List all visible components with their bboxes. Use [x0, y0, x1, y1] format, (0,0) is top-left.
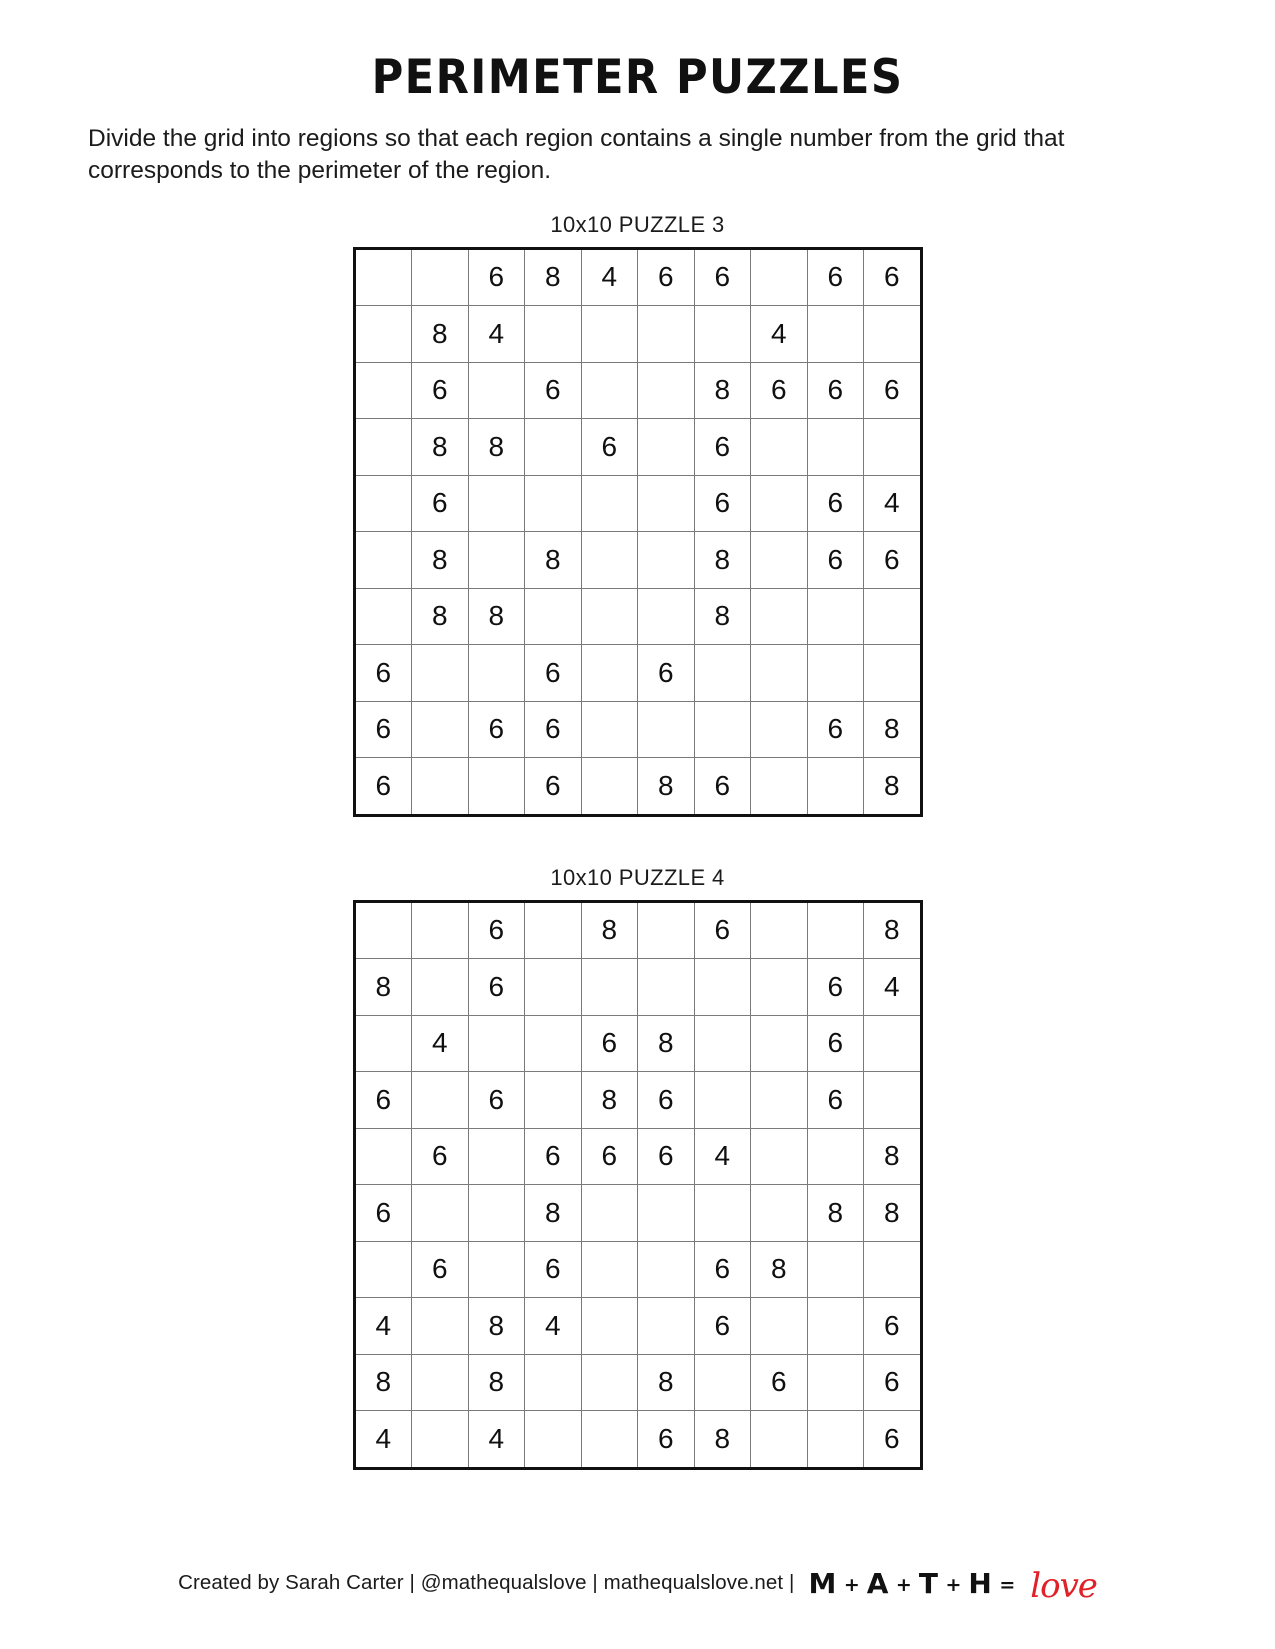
grid-cell[interactable] — [412, 1072, 469, 1129]
grid-cell[interactable] — [807, 901, 864, 959]
grid-cell[interactable] — [354, 248, 412, 306]
grid-cell[interactable] — [354, 532, 412, 589]
logo-letter-a: A — [866, 1566, 889, 1600]
grid-cell[interactable] — [468, 532, 525, 589]
instructions-text: Divide the grid into regions so that each region contains a single number from the grid that corresponds to the perimeter of the region. — [88, 125, 1065, 185]
grid-cell[interactable] — [751, 1411, 808, 1469]
grid-cell[interactable]: 4 — [694, 1128, 751, 1185]
grid-cell[interactable] — [864, 1015, 922, 1072]
grid-cell[interactable] — [581, 362, 638, 419]
grid-cell[interactable]: 6 — [694, 419, 751, 476]
grid-cell[interactable]: 8 — [638, 1015, 695, 1072]
grid-cell[interactable]: 8 — [525, 532, 582, 589]
grid-row — [354, 1411, 921, 1469]
logo-love-script: love — [1030, 1566, 1097, 1606]
grid-cell[interactable]: 8 — [468, 1354, 525, 1411]
grid-cell[interactable] — [751, 959, 808, 1016]
grid-cell[interactable] — [468, 1015, 525, 1072]
grid-cell[interactable] — [412, 959, 469, 1016]
grid-cell[interactable]: 6 — [807, 959, 864, 1016]
grid-cell[interactable]: 8 — [468, 1298, 525, 1355]
grid-cell[interactable]: 8 — [694, 362, 751, 419]
grid-cell[interactable] — [525, 1072, 582, 1129]
grid-row — [354, 1185, 921, 1242]
grid-cell[interactable] — [751, 901, 808, 959]
grid-cell[interactable] — [468, 475, 525, 532]
grid-cell[interactable]: 6 — [864, 1298, 922, 1355]
grid-cell[interactable]: 4 — [354, 1411, 412, 1469]
puzzle-3-grid-wrap — [0, 247, 1275, 817]
grid-cell[interactable] — [354, 1241, 412, 1298]
grid-cell[interactable]: 8 — [864, 758, 922, 816]
grid-cell[interactable] — [468, 1241, 525, 1298]
grid-cell[interactable] — [525, 588, 582, 645]
grid-cell[interactable]: 6 — [638, 645, 695, 702]
grid-cell[interactable] — [581, 959, 638, 1016]
grid-cell[interactable]: 8 — [468, 419, 525, 476]
grid-cell[interactable] — [412, 1354, 469, 1411]
grid-cell[interactable] — [807, 1241, 864, 1298]
grid-cell[interactable] — [525, 1411, 582, 1469]
grid-row — [354, 758, 921, 816]
grid-cell[interactable] — [638, 701, 695, 758]
grid-cell[interactable]: 6 — [354, 701, 412, 758]
grid-cell[interactable]: 6 — [864, 532, 922, 589]
grid-row — [354, 1298, 921, 1355]
grid-cell[interactable] — [468, 758, 525, 816]
grid-cell[interactable] — [864, 419, 922, 476]
grid-cell[interactable]: 6 — [525, 1241, 582, 1298]
grid-cell[interactable] — [807, 1128, 864, 1185]
grid-cell[interactable]: 6 — [807, 1072, 864, 1129]
grid-cell[interactable]: 8 — [694, 588, 751, 645]
grid-cell[interactable]: 6 — [354, 758, 412, 816]
grid-cell[interactable]: 6 — [638, 1072, 695, 1129]
grid-cell[interactable] — [581, 306, 638, 363]
grid-cell[interactable]: 8 — [638, 1354, 695, 1411]
grid-cell[interactable]: 4 — [525, 1298, 582, 1355]
grid-cell[interactable]: 8 — [864, 1128, 922, 1185]
grid-cell[interactable]: 8 — [468, 588, 525, 645]
logo-plus-icon: + — [843, 1574, 860, 1596]
grid-cell[interactable] — [864, 306, 922, 363]
grid-cell[interactable] — [638, 419, 695, 476]
grid-cell[interactable] — [412, 1298, 469, 1355]
grid-cell[interactable] — [694, 1015, 751, 1072]
grid-cell[interactable]: 6 — [525, 758, 582, 816]
puzzle-3-grid[interactable] — [353, 247, 923, 817]
grid-cell[interactable] — [638, 588, 695, 645]
grid-cell[interactable]: 6 — [638, 1411, 695, 1469]
grid-cell[interactable] — [751, 1298, 808, 1355]
grid-cell[interactable] — [694, 1072, 751, 1129]
footer-credit: Created by Sarah Carter | @mathequalslove | mathequalslove.net | — [178, 1571, 795, 1594]
grid-cell[interactable]: 6 — [694, 901, 751, 959]
grid-cell[interactable] — [864, 1072, 922, 1129]
grid-row — [354, 248, 921, 306]
grid-cell[interactable] — [751, 1015, 808, 1072]
grid-cell[interactable]: 8 — [807, 1185, 864, 1242]
grid-cell[interactable]: 6 — [694, 475, 751, 532]
grid-cell[interactable] — [694, 1354, 751, 1411]
grid-cell[interactable]: 4 — [751, 306, 808, 363]
grid-cell[interactable]: 8 — [694, 1411, 751, 1469]
math-equals-love-logo — [808, 1563, 1097, 1606]
grid-cell[interactable] — [354, 588, 412, 645]
grid-cell[interactable]: 4 — [468, 306, 525, 363]
puzzle-4-block — [0, 865, 1275, 1470]
grid-cell[interactable]: 8 — [525, 1185, 582, 1242]
grid-cell[interactable]: 6 — [807, 1015, 864, 1072]
grid-cell[interactable]: 4 — [864, 959, 922, 1016]
grid-cell[interactable] — [694, 959, 751, 1016]
grid-cell[interactable]: 6 — [864, 248, 922, 306]
grid-cell[interactable] — [525, 901, 582, 959]
grid-cell[interactable] — [807, 645, 864, 702]
grid-cell[interactable] — [525, 959, 582, 1016]
grid-cell[interactable]: 6 — [807, 362, 864, 419]
page-title: PERIMETER PUZZLES — [371, 50, 904, 105]
grid-cell[interactable]: 6 — [694, 1298, 751, 1355]
grid-row — [354, 588, 921, 645]
logo-letter-m: M — [808, 1566, 837, 1600]
grid-cell[interactable] — [354, 1015, 412, 1072]
grid-cell[interactable] — [525, 1354, 582, 1411]
grid-cell[interactable]: 6 — [581, 419, 638, 476]
grid-cell[interactable] — [694, 701, 751, 758]
grid-cell[interactable] — [638, 532, 695, 589]
grid-cell[interactable] — [412, 701, 469, 758]
grid-cell[interactable] — [638, 475, 695, 532]
grid-cell[interactable]: 6 — [864, 362, 922, 419]
grid-cell[interactable] — [751, 1185, 808, 1242]
puzzle-4-grid[interactable] — [353, 900, 923, 1470]
grid-row — [354, 901, 921, 959]
grid-cell[interactable] — [638, 1241, 695, 1298]
grid-row — [354, 306, 921, 363]
grid-cell[interactable]: 4 — [581, 248, 638, 306]
grid-cell[interactable] — [581, 532, 638, 589]
grid-cell[interactable] — [638, 362, 695, 419]
grid-cell[interactable] — [525, 1015, 582, 1072]
grid-cell[interactable] — [807, 588, 864, 645]
grid-cell[interactable] — [638, 959, 695, 1016]
grid-cell[interactable]: 6 — [807, 475, 864, 532]
puzzle-3-label: 10x10 PUZZLE 3 — [550, 211, 725, 237]
grid-row — [354, 1015, 921, 1072]
grid-cell[interactable]: 6 — [751, 362, 808, 419]
grid-cell[interactable]: 4 — [412, 1015, 469, 1072]
grid-cell[interactable] — [751, 248, 808, 306]
grid-row — [354, 1072, 921, 1129]
grid-cell[interactable] — [638, 306, 695, 363]
grid-cell[interactable]: 6 — [468, 901, 525, 959]
grid-cell[interactable] — [638, 901, 695, 959]
grid-cell[interactable]: 6 — [581, 1015, 638, 1072]
grid-cell[interactable] — [581, 758, 638, 816]
grid-cell[interactable]: 4 — [354, 1298, 412, 1355]
grid-cell[interactable]: 6 — [412, 362, 469, 419]
grid-cell[interactable]: 8 — [525, 248, 582, 306]
grid-cell[interactable]: 6 — [354, 645, 412, 702]
grid-cell[interactable] — [581, 1354, 638, 1411]
grid-cell[interactable] — [412, 645, 469, 702]
grid-cell[interactable]: 6 — [354, 1072, 412, 1129]
logo-plus-icon: + — [945, 1574, 962, 1596]
grid-cell[interactable]: 8 — [412, 588, 469, 645]
grid-cell[interactable] — [751, 1128, 808, 1185]
grid-cell[interactable]: 8 — [354, 1354, 412, 1411]
puzzle-4-label: 10x10 PUZZLE 4 — [550, 864, 725, 890]
grid-cell[interactable]: 6 — [525, 1128, 582, 1185]
grid-cell[interactable] — [751, 1072, 808, 1129]
grid-cell[interactable] — [581, 1241, 638, 1298]
grid-cell[interactable]: 6 — [694, 1241, 751, 1298]
grid-cell[interactable] — [694, 645, 751, 702]
grid-cell[interactable] — [354, 901, 412, 959]
grid-cell[interactable]: 4 — [468, 1411, 525, 1469]
grid-cell[interactable] — [468, 645, 525, 702]
grid-row — [354, 362, 921, 419]
grid-row — [354, 701, 921, 758]
grid-cell[interactable] — [807, 419, 864, 476]
grid-row — [354, 645, 921, 702]
logo-letter-h: H — [968, 1566, 993, 1600]
grid-cell[interactable] — [864, 588, 922, 645]
grid-cell[interactable] — [581, 475, 638, 532]
grid-cell[interactable]: 6 — [807, 532, 864, 589]
grid-cell[interactable]: 6 — [807, 701, 864, 758]
grid-cell[interactable]: 6 — [694, 758, 751, 816]
logo-equals-icon: = — [999, 1574, 1016, 1596]
grid-cell[interactable] — [864, 645, 922, 702]
grid-cell[interactable] — [354, 306, 412, 363]
grid-cell[interactable]: 6 — [864, 1354, 922, 1411]
grid-cell[interactable] — [694, 306, 751, 363]
grid-cell[interactable] — [354, 475, 412, 532]
grid-cell[interactable] — [751, 588, 808, 645]
grid-cell[interactable]: 8 — [751, 1241, 808, 1298]
grid-cell[interactable] — [354, 1128, 412, 1185]
grid-cell[interactable] — [807, 1298, 864, 1355]
grid-cell[interactable]: 6 — [525, 701, 582, 758]
grid-cell[interactable] — [581, 1298, 638, 1355]
grid-cell[interactable]: 8 — [581, 1072, 638, 1129]
grid-cell[interactable]: 6 — [751, 1354, 808, 1411]
grid-row — [354, 1354, 921, 1411]
grid-cell[interactable]: 6 — [412, 1128, 469, 1185]
grid-cell[interactable] — [638, 1298, 695, 1355]
grid-cell[interactable] — [694, 1185, 751, 1242]
grid-cell[interactable] — [525, 475, 582, 532]
grid-row — [354, 959, 921, 1016]
grid-cell[interactable]: 6 — [468, 701, 525, 758]
grid-row — [354, 475, 921, 532]
logo-plus-icon: + — [895, 1574, 912, 1596]
grid-cell[interactable] — [525, 419, 582, 476]
grid-cell[interactable]: 6 — [525, 645, 582, 702]
grid-cell[interactable]: 8 — [864, 901, 922, 959]
grid-cell[interactable] — [581, 645, 638, 702]
grid-cell[interactable] — [581, 588, 638, 645]
grid-cell[interactable]: 6 — [468, 1072, 525, 1129]
grid-cell[interactable]: 8 — [354, 959, 412, 1016]
puzzle-4-grid-wrap — [0, 900, 1275, 1470]
grid-cell[interactable] — [581, 1185, 638, 1242]
grid-cell[interactable] — [751, 701, 808, 758]
grid-cell[interactable] — [412, 1411, 469, 1469]
grid-cell[interactable]: 6 — [412, 1241, 469, 1298]
grid-cell[interactable]: 6 — [638, 1128, 695, 1185]
grid-cell[interactable] — [412, 1185, 469, 1242]
grid-cell[interactable] — [525, 306, 582, 363]
grid-cell[interactable]: 6 — [694, 248, 751, 306]
grid-row — [354, 1128, 921, 1185]
grid-cell[interactable] — [468, 1185, 525, 1242]
footer — [0, 1563, 1275, 1606]
grid-cell[interactable]: 6 — [468, 959, 525, 1016]
grid-cell[interactable] — [354, 362, 412, 419]
grid-cell[interactable]: 8 — [694, 532, 751, 589]
grid-row — [354, 419, 921, 476]
grid-cell[interactable] — [807, 306, 864, 363]
grid-cell[interactable] — [468, 1128, 525, 1185]
grid-cell[interactable] — [751, 419, 808, 476]
logo-letter-t: T — [918, 1566, 939, 1600]
grid-cell[interactable]: 8 — [412, 306, 469, 363]
grid-cell[interactable] — [412, 248, 469, 306]
grid-cell[interactable] — [581, 701, 638, 758]
grid-cell[interactable]: 8 — [412, 532, 469, 589]
grid-row — [354, 532, 921, 589]
grid-cell[interactable]: 6 — [807, 248, 864, 306]
grid-cell[interactable] — [807, 1354, 864, 1411]
grid-cell[interactable] — [807, 758, 864, 816]
grid-cell[interactable]: 8 — [412, 419, 469, 476]
grid-cell[interactable]: 6 — [354, 1185, 412, 1242]
grid-cell[interactable]: 4 — [864, 475, 922, 532]
grid-cell[interactable]: 6 — [412, 475, 469, 532]
grid-cell[interactable] — [751, 758, 808, 816]
grid-cell[interactable]: 6 — [864, 1411, 922, 1469]
grid-cell[interactable]: 8 — [864, 1185, 922, 1242]
grid-cell[interactable] — [468, 362, 525, 419]
grid-cell[interactable] — [864, 1241, 922, 1298]
grid-cell[interactable] — [751, 645, 808, 702]
grid-cell[interactable] — [581, 1411, 638, 1469]
grid-cell[interactable]: 6 — [638, 248, 695, 306]
grid-cell[interactable]: 8 — [638, 758, 695, 816]
grid-cell[interactable]: 6 — [468, 248, 525, 306]
grid-cell[interactable]: 8 — [864, 701, 922, 758]
grid-row — [354, 1241, 921, 1298]
puzzle-3-block — [0, 212, 1275, 817]
grid-cell[interactable] — [638, 1185, 695, 1242]
grid-cell[interactable]: 6 — [581, 1128, 638, 1185]
grid-cell[interactable] — [412, 901, 469, 959]
grid-cell[interactable] — [412, 758, 469, 816]
grid-cell[interactable] — [354, 419, 412, 476]
grid-cell[interactable]: 6 — [525, 362, 582, 419]
grid-cell[interactable] — [751, 532, 808, 589]
grid-cell[interactable]: 8 — [581, 901, 638, 959]
grid-cell[interactable] — [807, 1411, 864, 1469]
grid-cell[interactable] — [751, 475, 808, 532]
